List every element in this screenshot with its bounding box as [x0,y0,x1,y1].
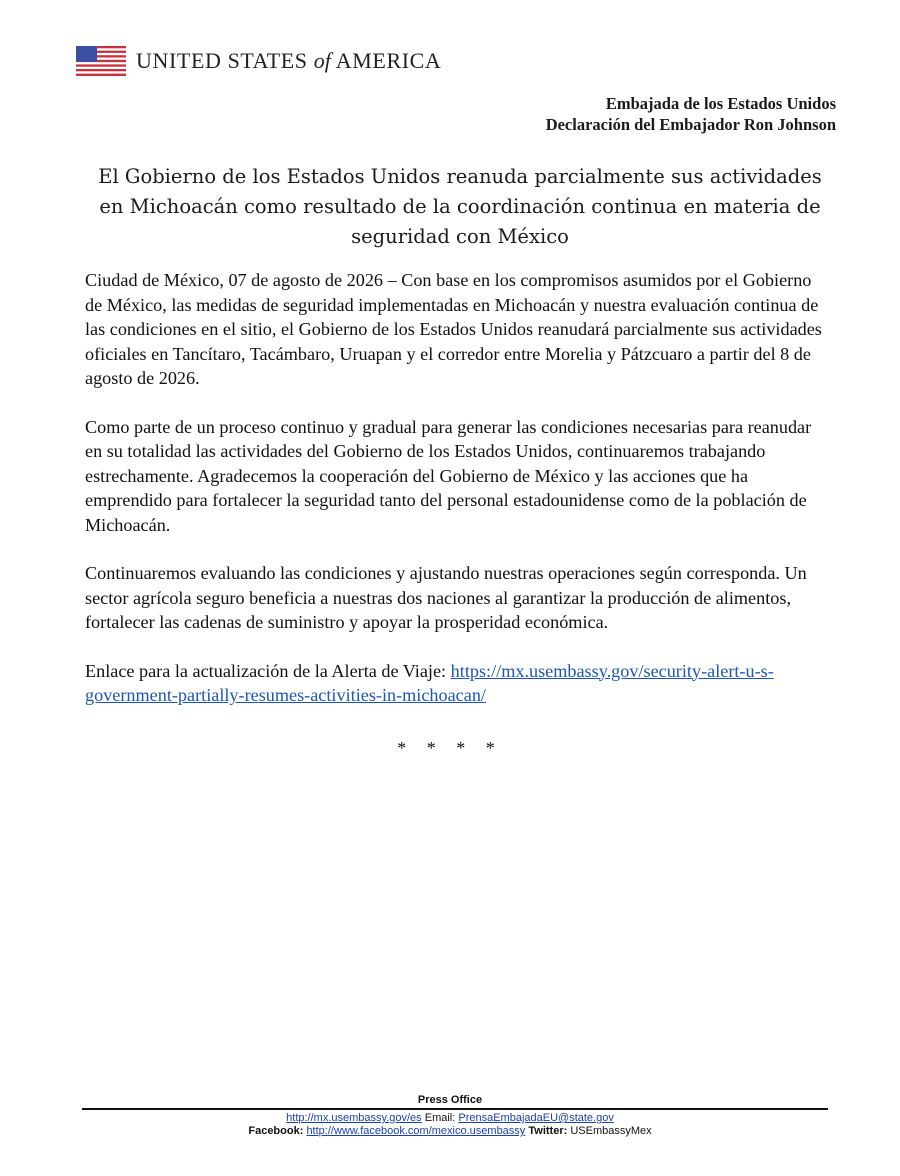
facebook-link[interactable]: http://www.facebook.com/mexico.usembassy [306,1125,526,1137]
email-label: Email: [421,1112,459,1124]
paragraph: Ciudad de México, 07 de agosto de 2026 – Con base en los compromisos asumidos por el Gobierno de México, las medidas de seguridad implementadas en Michoacán y nuestra evaluación continua de las condiciones en el sitio, el Gobierno de los Estados Unidos reanudará parcialmente sus actividades oficiales en Tancítaro, Tacámbaro, Uruapan y el corredor entre Morelia y Pátzcuaro a partir del 8 de agosto de 2026. [85,270,822,388]
travel-alert-link[interactable]: https://mx.usembassy.gov/security-alert-u-s-government-partially-resumes-activities-in-michoacan/ [85,660,774,705]
us-flag-icon [76,46,126,76]
us-seal-header [76,46,441,76]
footer-social-line [0,1125,900,1138]
footer-contact-line [0,1112,900,1125]
travel-alert-paragraph [85,659,830,708]
facebook-label: Facebook: [248,1125,304,1137]
paragraph: Continuaremos evaluando las condiciones y ajustando nuestras operaciones según corresponda. Un sector agrícola seguro beneficia a nuestras dos naciones al garantizar la producción de alimentos, fortalecer las cadenas de suministro y apoyar la prosperidad económica. [85,563,807,632]
sender-block [546,93,836,135]
embassy-name: Embajada de los Estados Unidos [605,94,836,113]
link-intro: Enlace para la actualización de la Alerta de Viaje: [85,660,451,681]
footer-divider [82,1108,828,1110]
statement-attribution: Declaración del Embajador Ron Johnson [545,115,836,134]
paragraph: Como parte de un proceso continuo y gradual para generar las condiciones necesarias para reanudar en su totalidad las actividades del Gobierno de los Estados Unidos, continuaremos trabajando estrechamente. Agradecemos la cooperación del Gobierno de México y las acciones que ha emprendido para fortalecer la seguridad tanto del personal estadounidense como de la población de Michoacán. [85,416,812,535]
press-release-body [85,268,830,732]
email-link[interactable]: PrensaEmbajadaEU@state.gov [458,1112,614,1124]
press-release-title: El Gobierno de los Estados Unidos reanuda parcialmente sus actividades en Michoacán como resultado de la coordinación continua en materia de seguridad con México [98,165,822,248]
end-marker: * * * * [397,738,503,758]
embassy-site-link[interactable]: http://mx.usembassy.gov/es [286,1112,422,1124]
twitter-label: Twitter: [528,1125,568,1137]
country-wordmark: UNITED STATES of AMERICA [136,48,442,73]
press-office-label: Press Office [417,1094,483,1106]
twitter-handle: USEmbassyMex [570,1125,652,1137]
